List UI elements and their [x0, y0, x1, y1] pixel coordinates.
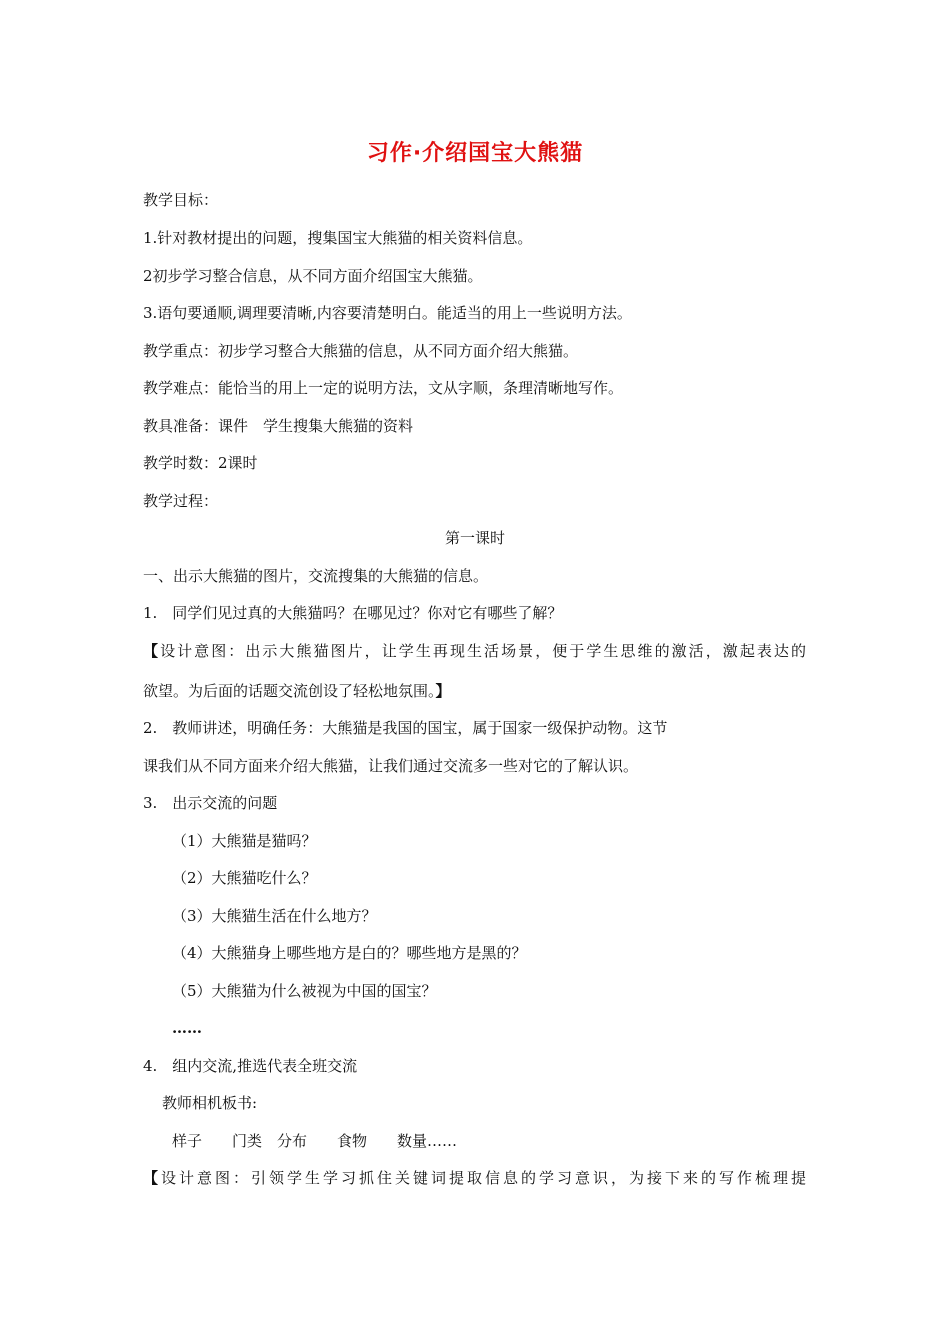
question-item: （5）大熊猫为什么被视为中国的国宝？: [172, 982, 437, 1000]
difficulties: 教学难点：能恰当的用上一定的说明方法，文从字顺，条理清晰地写作。: [143, 379, 624, 397]
question-item: （3）大熊猫生活在什么地方？: [172, 907, 377, 925]
page-title: 习作·介绍国宝大熊猫: [366, 141, 584, 166]
design-intent-text: 设计意图：出示大熊猫图片，让学生再现生活场景，便于学生思维的激活，激起表达的: [160, 642, 806, 660]
board-label: 教师相机板书:: [162, 1094, 258, 1112]
question-item: （1）大熊猫是猫吗？: [172, 832, 317, 850]
materials: 教具准备：课件 学生搜集大熊猫的资料: [143, 417, 414, 435]
goal-item: 1.针对教材提出的问题，搜集国宝大熊猫的相关资料信息。: [143, 229, 533, 247]
lesson-title: 第一课时: [444, 529, 505, 547]
design-intent-text: 设计意图：引领学生学习抓住关键词提取信息的学习意识，为接下来的写作梳理提: [161, 1169, 806, 1187]
ellipsis: ……: [172, 1019, 202, 1037]
key-points: 教学重点：初步学习整合大熊猫的信息，从不同方面介绍大熊猫。: [143, 342, 579, 360]
bracket-open: 【: [143, 1169, 161, 1187]
step-item: 1. 同学们见过真的大熊猫吗？在哪见过？你对它有哪些了解？: [143, 604, 563, 622]
design-intent-text: 欲望。为后面的话题交流创设了轻松地氛围。: [143, 682, 436, 700]
section-heading: 一、出示大熊猫的图片，交流搜集的大熊猫的信息。: [143, 567, 489, 585]
step-item: 4. 组内交流,推选代表全班交流: [143, 1057, 358, 1075]
step-item-cont: 课我们从不同方面来介绍大熊猫，让我们通过交流多一些对它的了解认识。: [143, 757, 639, 775]
question-item: （2）大熊猫吃什么？: [172, 869, 317, 887]
bracket-close: 】: [435, 682, 451, 700]
teaching-hours: 教学时数：2课时: [143, 454, 258, 472]
design-intent-1-cont: [143, 681, 451, 701]
design-intent-1: [143, 641, 806, 661]
process-heading: 教学过程：: [143, 492, 219, 510]
question-item: （4）大熊猫身上哪些地方是白的？哪些地方是黑的？: [172, 944, 527, 962]
bracket-open: 【: [143, 642, 161, 660]
step-item: 3. 出示交流的问题: [143, 794, 278, 812]
goals-heading: 教学目标：: [143, 191, 219, 209]
goal-item: 2初步学习整合信息，从不同方面介绍国宝大熊猫。: [143, 267, 483, 285]
goal-item: 3.语句要通顺,调理要清晰,内容要清楚明白。能适当的用上一些说明方法。: [143, 304, 632, 322]
design-intent-2: [143, 1168, 806, 1188]
board-items: 样子 门类 分布 食物 数量……: [172, 1132, 458, 1150]
step-item: 2. 教师讲述，明确任务：大熊猫是我国的国宝，属于国家一级保护动物。这节: [143, 719, 668, 737]
